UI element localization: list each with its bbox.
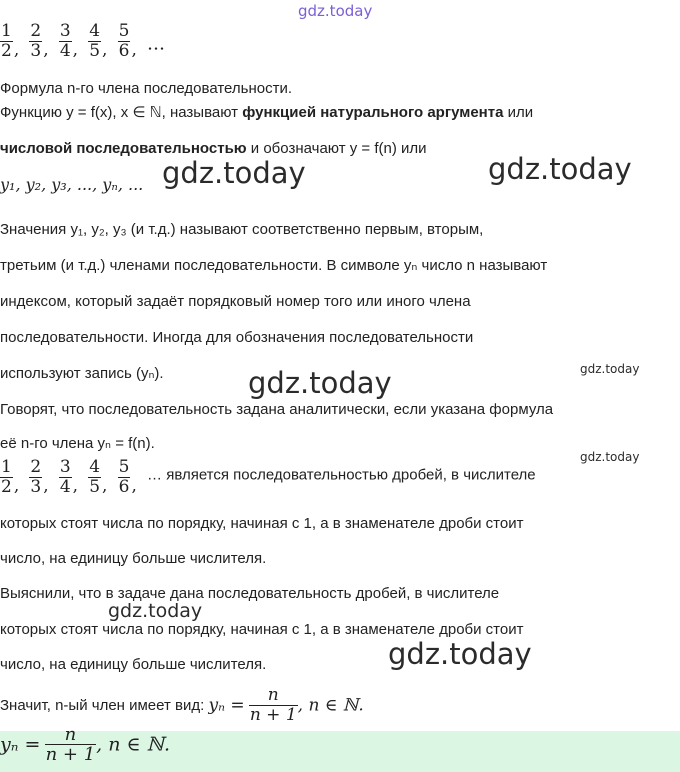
fraction: $\frac{1}{2}$ — [1, 457, 12, 497]
text-line: Выяснили, что в задаче дана последовательность дробей, в числителе — [0, 585, 500, 602]
answer-tail: , n ∈ ℕ. — [96, 733, 171, 756]
formula-tail: , n ∈ ℕ. — [297, 695, 364, 716]
ellipsis: … — [147, 33, 166, 55]
bold-term: числовой последовательностью — [0, 140, 247, 157]
fraction-sequence-top: $\frac{1}{2}$ , $\frac{2}{3}$ , $\frac{3}{4}$ , $\frac{4}{5}$ , $\frac{5}{6}$ , … — [1, 21, 166, 61]
answer-box — [0, 724, 680, 772]
fraction: $\frac{4}{5}$ — [89, 21, 101, 61]
fraction: $\frac{3}{4}$ — [59, 457, 71, 497]
bold-term: функцией натурального аргумента — [242, 104, 504, 121]
fraction: $\frac{1}{2}$ — [1, 21, 12, 61]
text-line: Функцию y = f(x), x ∈ ℕ, называют функцией натурального аргумента или — [0, 104, 534, 121]
text-line: числовой последовательностью и обозначают y = f(n) или — [0, 140, 427, 157]
text-line: третьим (и т.д.) членами последовательности. В символе yₙ число n называют — [0, 257, 548, 274]
watermark: gdz.today — [108, 600, 203, 622]
text-line: которых стоят числа по порядку, начиная с 1, а в знаменателе дроби стоит — [0, 515, 524, 532]
conclusion-line: Значит, n-ый член имеет вид: yₙ = $\frac{n}{n + 1}$ , n ∈ ℕ. — [0, 685, 364, 725]
text-line: Значения y₁, y₂, y₃ (и т.д.) называют соответственно первым, вторым, — [0, 221, 484, 238]
formula-fraction: $\frac{n}{n + 1}$ — [249, 685, 297, 725]
text-line: используют запись (yₙ). — [0, 365, 164, 382]
fraction-sequence-inline: $\frac{1}{2}$ , $\frac{2}{3}$ , $\frac{3}{4}$ , $\frac{4}{5}$ , $\frac{5}{6}$ , … является последовательностью дробей, в числителе — [1, 457, 536, 497]
formula-lhs: yₙ = — [208, 695, 245, 716]
watermark-top: gdz.today — [298, 2, 373, 20]
text-line: Говорят, что последовательность задана аналитически, если указана формула — [0, 401, 554, 418]
watermark: gdz.today — [248, 366, 392, 400]
fraction: $\frac{3}{4}$ — [59, 21, 71, 61]
text-line: её n-го члена yₙ = f(n). — [0, 435, 155, 452]
watermark: gdz.today — [488, 152, 632, 186]
watermark: gdz.today — [580, 450, 640, 464]
answer-fraction: $\frac{n}{n + 1}$ — [45, 724, 96, 765]
fraction: $\frac{2}{3}$ — [30, 457, 42, 497]
fraction: $\frac{4}{5}$ — [89, 457, 101, 497]
watermark: gdz.today — [388, 637, 532, 671]
answer-formula — [0, 725, 170, 764]
text-line: которых стоят числа по порядку, начиная с 1, а в знаменателе дроби стоит — [0, 621, 524, 638]
watermark: gdz.today — [162, 156, 306, 190]
text-line: … является последовательностью дробей, в числителе — [147, 466, 536, 484]
fraction: $\frac{2}{3}$ — [30, 21, 42, 61]
text-line: число, на единицу больше числителя. — [0, 656, 267, 673]
text-line: число, на единицу больше числителя. — [0, 550, 267, 567]
sequence-notation: y₁, y₂, y₃, ..., yₙ, ... — [0, 175, 144, 194]
text-line: Формула n-го члена последовательности. — [0, 80, 292, 97]
text-line: последовательности. Иногда для обозначения последовательности — [0, 329, 474, 346]
fraction: $\frac{5}{6}$ — [118, 21, 130, 61]
answer-lhs: yₙ = — [0, 733, 41, 756]
text-line: индексом, который задаёт порядковый номер того или иного члена — [0, 293, 471, 310]
fraction: $\frac{5}{6}$ — [118, 457, 130, 497]
watermark: gdz.today — [580, 362, 640, 376]
